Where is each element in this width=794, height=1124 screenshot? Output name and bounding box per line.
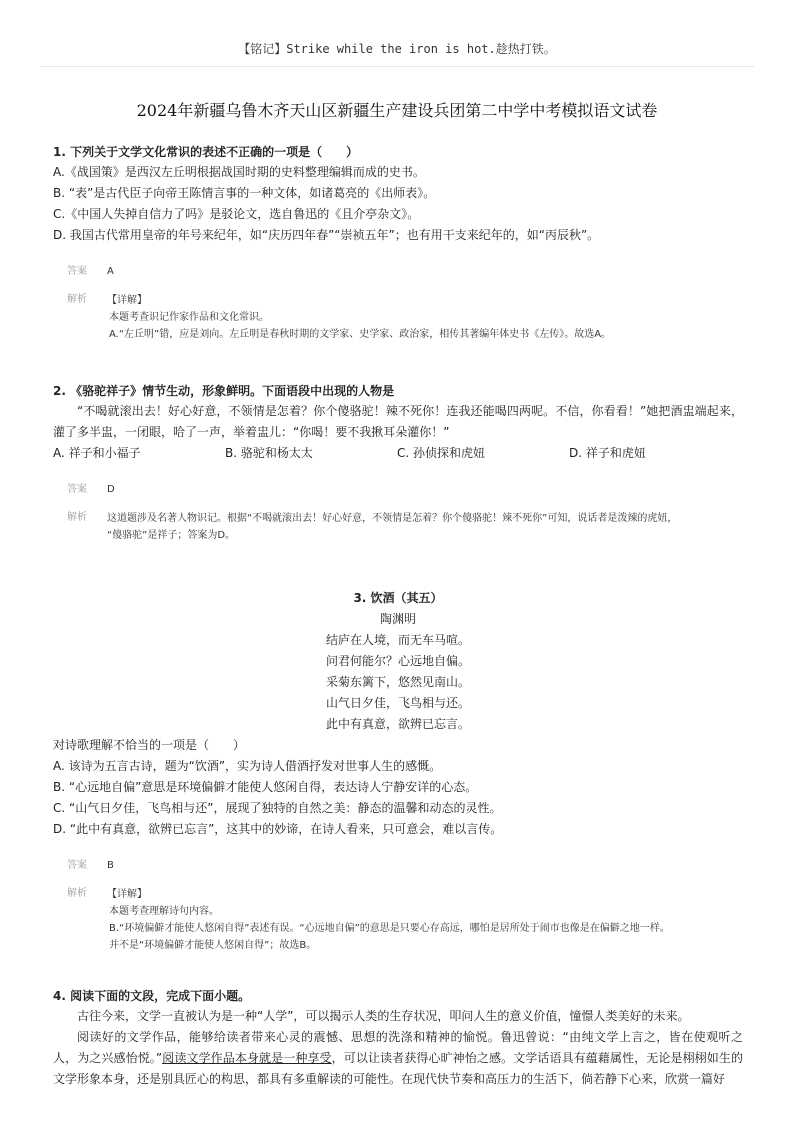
- options-row: [53, 443, 743, 464]
- answer-label: 答案: [67, 860, 87, 871]
- poem-line: 问君何能尔？心远地自偏。: [325, 654, 470, 668]
- poem-author: 陶渊明: [379, 612, 416, 626]
- answer-value: A: [107, 266, 114, 277]
- option-b: B. 骆驼和杨太太: [225, 446, 313, 460]
- analysis-line: 这道题涉及名著人物识记。根据“不喝就滚出去！好心好意，不领情是怎着？你个傻骆驼！辣不死你”可知，说话者是泼辣的虎妞，: [107, 513, 678, 524]
- question-4: [53, 986, 743, 1090]
- analysis-text: [107, 510, 743, 544]
- underlined-sentence: 阅读文学作品本身就是一种享受: [162, 1051, 332, 1065]
- paragraph: 古往今来，文学一直被认为是一种“人学”，可以揭示人类的生存状况，叩问人生的意义价值，憧憬人类美好的未来。: [77, 1009, 690, 1023]
- question-stem: 2. 《骆驼祥子》情节生动，形象鲜明。下面语段中出现的人物是: [53, 384, 395, 398]
- option-d: D. 祥子和虎妞: [569, 446, 646, 460]
- option-c: C. “山气日夕佳，飞鸟相与还”，展现了独特的自然之美：静态的温馨和动态的灵性。: [53, 801, 502, 815]
- question-1: [53, 142, 743, 343]
- poem: [53, 588, 743, 735]
- page-header-motto: 【铭记】Strike while the iron is hot.趁热打铁。: [238, 42, 556, 56]
- option-c: C.《中国人失掉自信力了吗》是驳论文，选自鲁迅的《且介亭杂文》。: [53, 207, 420, 221]
- poem-line: 结庐在人境，而无车马喧。: [325, 633, 470, 647]
- analysis-line: A.“左丘明”错，应是刘向。左丘明是春秋时期的文学家、史学家、政治家，相传其著编年体史书《左传》。故选A。: [109, 329, 612, 340]
- analysis-label: 解析: [67, 512, 87, 523]
- analysis-row: [67, 886, 743, 954]
- header-divider: [40, 66, 754, 67]
- option-d: D. “此中有真意，欲辨已忘言”，这其中的妙谛，在诗人看来，只可意会，难以言传。: [53, 822, 503, 836]
- poem-line: 山气日夕佳，飞鸟相与还。: [325, 696, 470, 710]
- answer-value: D: [107, 484, 115, 495]
- option-d: D. 我国古代常用皇帝的年号来纪年，如“庆历四年春”“崇祯五年”；也有用干支来纪年的，如“丙辰秋”。: [53, 228, 600, 242]
- option-a: A. 该诗为五言古诗，题为“饮酒”，实为诗人借酒抒发对世事人生的感慨。: [53, 759, 442, 773]
- analysis-line: B.“环境偏僻才能使人悠闲自得”表述有误。“心远地自偏”的意思是只要心存高远，哪怕是居所处于闹市也像是在偏僻之地一样。: [109, 923, 670, 934]
- answer-label: 答案: [67, 266, 87, 277]
- answer-block: [67, 858, 743, 954]
- question-stem: 4. 阅读下面的文段，完成下面小题。: [53, 989, 251, 1003]
- analysis-line: 本题考查理解诗句内容。: [109, 906, 219, 917]
- poem-line: 采菊东篱下，悠然见南山。: [325, 675, 470, 689]
- analysis-text: [107, 292, 743, 343]
- analysis-line: 【详解】: [107, 295, 147, 306]
- analysis-line: 并不是“环境偏僻才能使人悠闲自得”；故选B。: [109, 940, 317, 951]
- answer-row: [67, 482, 743, 498]
- analysis-line: 本题考查识记作家作品和文化常识。: [109, 312, 269, 323]
- question-2: [53, 381, 743, 544]
- answer-block: [67, 482, 743, 544]
- paragraph-text: ，可以让读者获得心旷神怡之感。文学话语具有蕴藉属性，无论是栩栩如生的文学形象本身，还是别具匠心的构思，都具有多重解读的可能性。在现代快节奏和高压力的生活下，倘若静下心来，欣赏一篇好: [53, 1051, 743, 1086]
- paragraph: [53, 1027, 743, 1090]
- question-stem: 对诗歌理解不恰当的一项是（ ）: [53, 738, 246, 752]
- analysis-label: 解析: [67, 888, 87, 899]
- question-stem: 1. 下列关于文学文化常识的表述不正确的一项是（ ）: [53, 145, 359, 159]
- option-a: A.《战国策》是西汉左丘明根据战国时期的史料整理编辑而成的史书。: [53, 165, 425, 179]
- answer-row: [67, 264, 743, 280]
- option-c: C. 孙侦探和虎妞: [397, 446, 486, 460]
- option-b: B. “心远地自偏”意思是环境偏僻才能使人悠闲自得，表达诗人宁静安详的心态。: [53, 780, 478, 794]
- passage: “不喝就滚出去！好心好意，不领情是怎着？你个傻骆驼！辣不死你！连我还能喝四两呢。不信，你看看！”她把酒盅端起来，灌了多半盅，一闭眼，哈了一声，举着盅儿：“你喝！要不我揪耳朵灌你！”: [53, 404, 743, 439]
- analysis-text: [107, 886, 743, 954]
- analysis-label: 解析: [67, 294, 87, 305]
- option-a: A. 祥子和小福子: [53, 446, 141, 460]
- poem-title: 3. 饮酒（其五）: [353, 591, 443, 605]
- exam-content: [53, 142, 743, 1090]
- analysis-row: [67, 292, 743, 343]
- answer-value: B: [107, 860, 114, 871]
- analysis-row: [67, 510, 743, 544]
- answer-label: 答案: [67, 484, 87, 495]
- option-b: B. “表”是古代臣子向帝王陈情言事的一种文体，如诸葛亮的《出师表》。: [53, 186, 436, 200]
- poem-line: 此中有真意，欲辨已忘言。: [325, 717, 470, 731]
- paragraph-text: 阅读好的文学作品，能够给读者带来心灵的震憾、思想的洗涤和精神的愉悦。鲁迅曾说：“由纯文学上言之，皆在使观听之人，为之兴感怡悦。”: [53, 1030, 743, 1065]
- analysis-line: “傻骆驼”是祥子；答案为D。: [107, 530, 236, 541]
- page-title: 2024年新疆乌鲁木齐天山区新疆生产建设兵团第二中学中考模拟语文试卷: [136, 101, 658, 120]
- question-3: [53, 588, 743, 954]
- answer-block: [67, 264, 743, 343]
- answer-row: [67, 858, 743, 874]
- analysis-line: 【详解】: [107, 889, 147, 900]
